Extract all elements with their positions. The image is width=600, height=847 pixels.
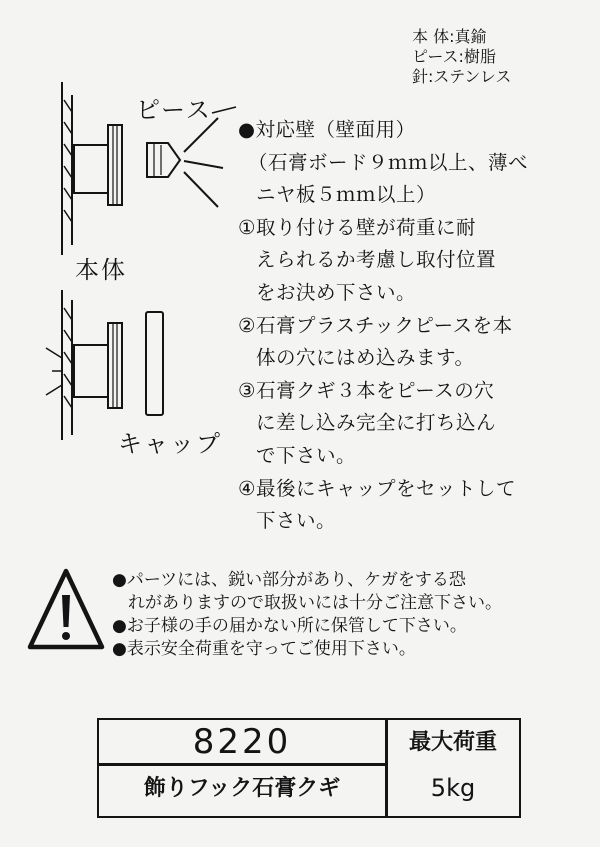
table-divider-horizontal: [99, 763, 385, 766]
cap: [146, 312, 163, 415]
instruction-line: ニヤ板５ｍｍ以上）: [256, 183, 437, 207]
product-code: 8220: [192, 722, 292, 762]
instruction-line: えられるか考慮し取付位置: [256, 248, 497, 272]
instruction-line: ●対応壁（壁面用）: [238, 118, 416, 141]
piece-label: ピース: [136, 96, 212, 124]
spec-piece: ピース:樹脂: [412, 47, 496, 66]
instruction-line: ④最後にキャップをセットして: [238, 476, 516, 500]
instruction-line: に差し込み完全に打ち込ん: [256, 411, 497, 435]
piece-leader: [212, 107, 236, 113]
instruction-line: をお決め下さい。: [256, 280, 417, 304]
body-part-upper: [74, 125, 122, 205]
warning-line: れがありますので取扱いには十分ご注意下さい。: [128, 593, 502, 613]
wall-lower: [46, 290, 72, 440]
wall-upper: [62, 82, 72, 255]
warning-icon: [25, 565, 107, 653]
cap-label: キャップ: [118, 430, 222, 458]
nails: [184, 118, 223, 207]
instruction-line: 下さい。: [256, 509, 337, 533]
instruction-line: ③石膏クギ３本をピースの穴: [238, 378, 495, 402]
body-label: 本体: [75, 256, 127, 284]
product-name: 飾りフック石膏クギ: [143, 776, 341, 801]
warnings: [112, 569, 502, 661]
instructions: [238, 114, 528, 538]
instruction-line: で下さい。: [256, 443, 357, 467]
body-part-lower: [74, 323, 122, 408]
max-load-heading: 最大荷重: [408, 730, 497, 755]
max-load-value: 5kg: [430, 774, 476, 802]
instruction-line: （石膏ボード９ｍｍ以上、薄べ: [248, 150, 529, 174]
warning-line: ●表示安全荷重を守ってご使用下さい。: [112, 639, 416, 659]
warning-line: ●お子様の手の届かない所に保管して下さい。: [112, 616, 467, 636]
plastic-piece: [147, 143, 180, 177]
warning-line: ●パーツには、鋭い部分があり、ケガをする恐: [112, 570, 466, 590]
spec-body: 本 体:真鍮: [412, 27, 487, 46]
product-table: [97, 718, 521, 818]
instruction-line: ②石膏プラスチックピースを本: [238, 313, 513, 337]
instruction-line: 体の穴にはめ込みます。: [256, 346, 475, 370]
instruction-line: ①取り付ける壁が荷重に耐: [238, 215, 476, 239]
spec-needle: 針:ステンレス: [412, 67, 512, 86]
